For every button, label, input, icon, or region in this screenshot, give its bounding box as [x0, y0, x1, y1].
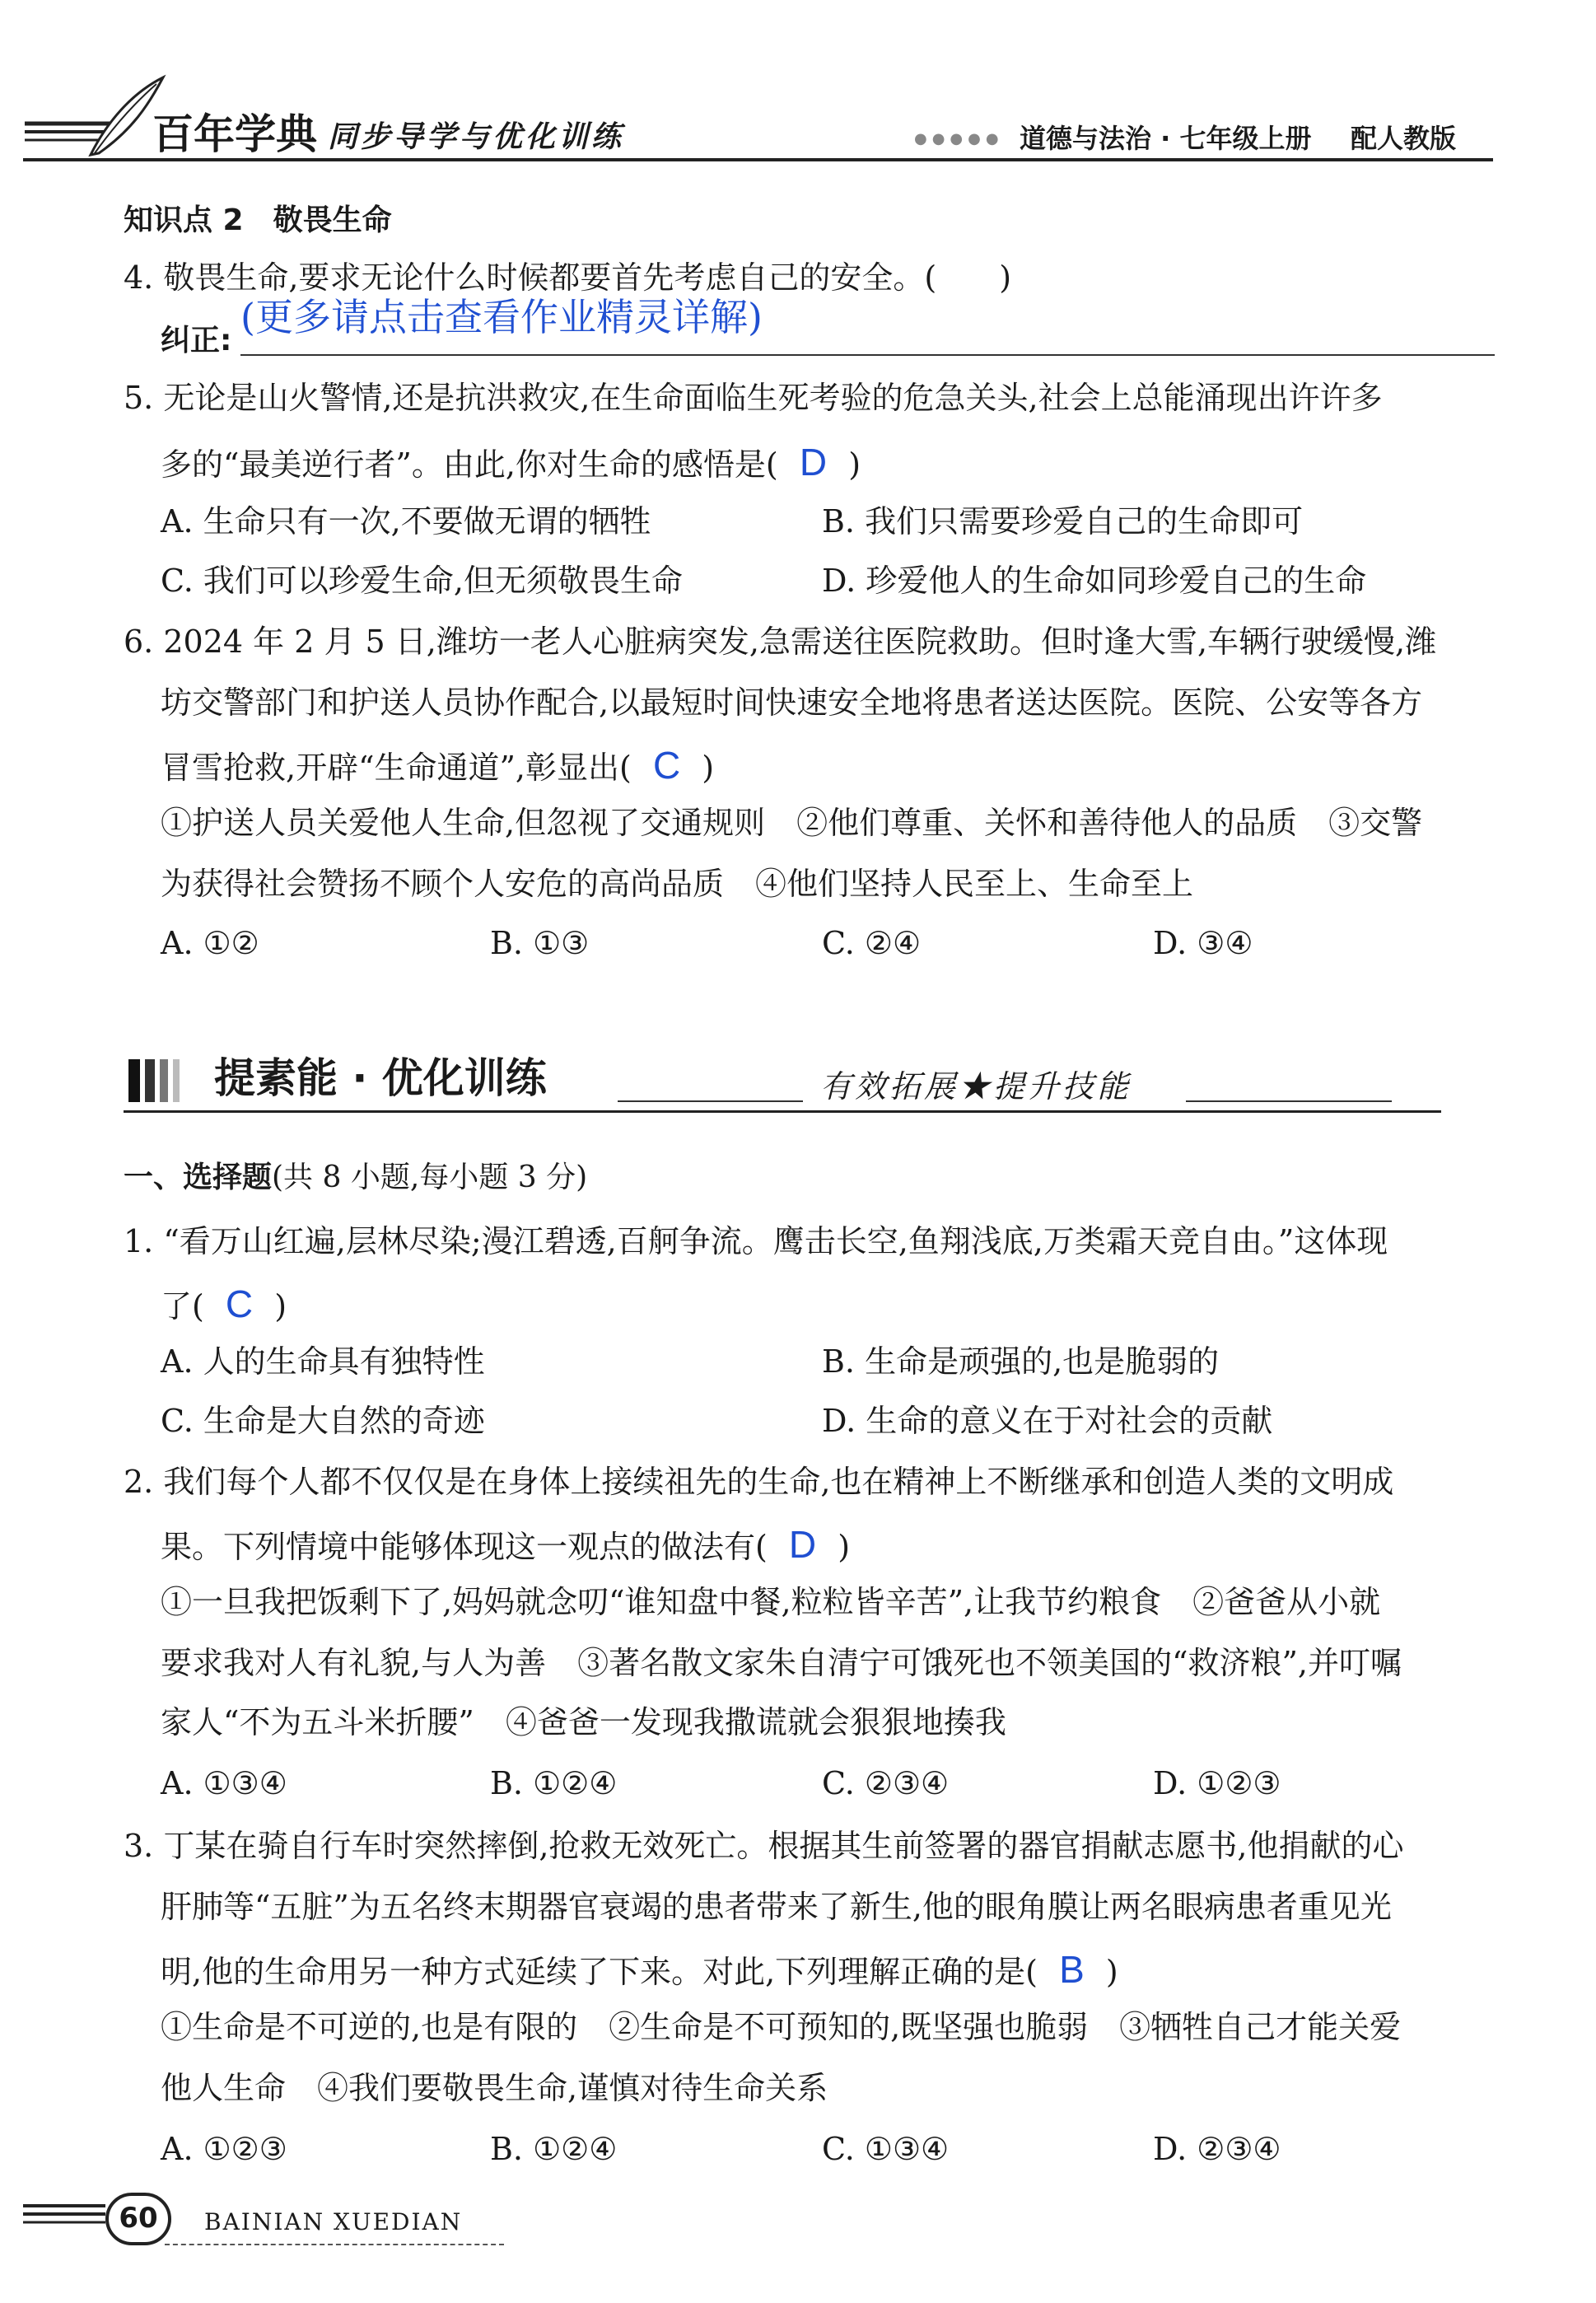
section-heading: 知识点 2 敬畏生命: [124, 203, 392, 237]
quill-logo-icon: [16, 72, 173, 163]
p3-item-line2: 他人生命 ④我们要敬畏生命,谨慎对待生命关系: [161, 2070, 828, 2106]
p1-answer: C: [225, 1282, 254, 1325]
p3-option-b[interactable]: B. ①②④: [490, 2131, 618, 2167]
q4-stem: 4. 敬畏生命,要求无论什么时候都要首先考虑自己的安全。( ): [124, 259, 1012, 296]
p3-stem: 明,他的生命用另一种方式延续了下来。对此,下列理解正确的是(: [161, 1954, 1038, 1990]
q5-option-a[interactable]: A. 生命只有一次,不要做无谓的牺牲: [161, 503, 651, 540]
q5-paren: ): [848, 446, 861, 483]
p3-line3: [161, 1948, 1118, 1991]
p1-line1: 1. “看万山红遍,层林尽染;漫江碧透,百舸争流。鹰击长空,鱼翔浅底,万类霜天竞自由。”这体现: [124, 1223, 1388, 1259]
q6-line3: [161, 744, 715, 787]
p3-answer: B: [1059, 1948, 1085, 1991]
q6-paren: ): [702, 750, 715, 786]
p3-option-c[interactable]: C. ①③④: [822, 2131, 950, 2167]
q6-line2: 坊交警部门和护送人员协作配合,以最短时间快速安全地将患者送达医院。医院、公安等各方: [161, 684, 1423, 721]
part-note: (共 8 小题,每小题 3 分): [272, 1161, 588, 1194]
section-banner: [124, 1054, 1441, 1112]
p2-item-line3: 家人“不为五斗米折腰” ④爸爸一发现我撒谎就会狠狠地揍我: [161, 1704, 1006, 1740]
q6-option-a[interactable]: A. ①②: [161, 925, 259, 961]
header: [0, 0, 1596, 165]
footer: [0, 2175, 1596, 2257]
book-subtitle: 同步导学与优化训练: [328, 119, 625, 154]
p3-paren: ): [1105, 1954, 1118, 1990]
banner-underline: [124, 1110, 1441, 1113]
p2-item-line1: ①一旦我把饭剩下了,妈妈就念叨“谁知盘中餐,粒粒皆辛苦”,让我节约粮食 ②爸爸从小就: [161, 1584, 1381, 1620]
p1-paren: ): [274, 1288, 287, 1324]
q6-item-line2: 为获得社会赞扬不顾个人安危的高尚品质 ④他们坚持人民至上、生命至上: [161, 866, 1194, 902]
p3-item-line1: ①生命是不可逆的,也是有限的 ②生命是不可预知的,既坚强也脆弱 ③牺牲自己才能关爱: [161, 2009, 1402, 2045]
p1-option-b[interactable]: B. 生命是顽强的,也是脆弱的: [822, 1343, 1220, 1380]
p2-item-line2: 要求我对人有礼貌,与人为善 ③著名散文家朱自清宁可饿死也不领美国的“救济粮”,并叮嘱: [161, 1645, 1402, 1681]
p1-option-a[interactable]: A. 人的生命具有独特性: [161, 1343, 485, 1380]
q4-correction-line: [240, 354, 1495, 356]
p2-line1: 2. 我们每个人都不仅仅是在身体上接续祖先的生命,也在精神上不断继承和创造人类的文明成: [124, 1464, 1394, 1500]
q5-line2: [161, 443, 861, 481]
q6-option-b[interactable]: B. ①③: [490, 925, 590, 961]
banner-rule-right: [1186, 1100, 1392, 1102]
q6-answer: C: [652, 744, 681, 787]
p3-line1: 3. 丁某在骑自行车时突然摔倒,抢救无效死亡。根据其生前签署的器官捐献志愿书,他捐献的心: [124, 1828, 1404, 1864]
p3-option-d[interactable]: D. ②③④: [1153, 2131, 1281, 2167]
footer-speed-lines-icon: [23, 2199, 114, 2232]
q4-detail-link[interactable]: (更多请点击查看作业精灵详解): [240, 295, 763, 339]
p1-option-d[interactable]: D. 生命的意义在于对社会的贡献: [822, 1403, 1273, 1439]
q6-item-line1: ①护送人员关爱他人生命,但忽视了交通规则 ②他们尊重、关怀和善待他人的品质 ③交警: [161, 805, 1423, 841]
p2-option-c[interactable]: C. ②③④: [822, 1765, 950, 1801]
banner-rule-left: [618, 1100, 803, 1102]
banner-bars-icon: [128, 1059, 186, 1102]
q4-correction-label: 纠正:: [161, 324, 232, 357]
q6-option-d[interactable]: D. ③④: [1153, 925, 1253, 961]
q6-option-c[interactable]: C. ②④: [822, 925, 922, 961]
banner-slogan: 有效拓展★提升技能: [820, 1068, 1132, 1105]
q6-stem: 冒雪抢救,开辟“生命通道”,彰显出(: [161, 750, 632, 786]
p2-option-d[interactable]: D. ①②③: [1153, 1765, 1281, 1801]
q6-line1: 6. 2024 年 2 月 5 日,潍坊一老人心脏病突发,急需送往医院救助。但时逢大雪,车辆行驶缓慢,潍: [124, 624, 1437, 660]
p1-option-c[interactable]: C. 生命是大自然的奇迹: [161, 1403, 485, 1439]
banner-title: 提素能 · 优化训练: [214, 1054, 547, 1102]
p2-line2: [161, 1523, 851, 1566]
part-title: 一、选择题: [124, 1161, 273, 1194]
header-subject: 道德与法治 · 七年级上册: [1020, 123, 1312, 154]
footer-pinyin: BAINIAN XUEDIAN: [204, 2208, 463, 2235]
p2-option-b[interactable]: B. ①②④: [490, 1765, 618, 1801]
q5-stem: 多的“最美逆行者”。由此,你对生命的感悟是(: [161, 446, 778, 483]
page-number: 60: [119, 2202, 158, 2235]
brand-title: 百年学典: [152, 110, 317, 158]
p2-answer: D: [788, 1523, 817, 1566]
part-heading: [124, 1163, 587, 1193]
header-edition: 配人教版: [1351, 123, 1457, 154]
q5-line1: 5. 无论是山火警情,还是抗洪救灾,在生命面临生死考验的危急关头,社会上总能涌现出许许多: [124, 380, 1383, 416]
p3-line2: 肝肺等“五脏”为五名终末期器官衰竭的患者带来了新生,他的眼角膜让两名眼病患者重见光: [161, 1889, 1392, 1925]
header-dots: ●●●●●: [914, 130, 1004, 147]
q5-option-c[interactable]: C. 我们可以珍爱生命,但无须敬畏生命: [161, 563, 683, 599]
p3-option-a[interactable]: A. ①②③: [161, 2131, 287, 2167]
footer-dashed-rule: [165, 2244, 504, 2245]
p1-stem: 了(: [161, 1288, 204, 1324]
q5-answer: D: [799, 441, 828, 483]
q5-option-d[interactable]: D. 珍爱他人的生命如同珍爱自己的生命: [822, 563, 1367, 599]
header-rule: [23, 158, 1493, 161]
q5-option-b[interactable]: B. 我们只需要珍爱自己的生命即可: [822, 503, 1304, 540]
p1-line2: [161, 1282, 287, 1325]
p2-option-a[interactable]: A. ①③④: [161, 1765, 287, 1801]
p2-paren: ): [838, 1529, 851, 1565]
p2-stem: 果。下列情境中能够体现这一观点的做法有(: [161, 1529, 768, 1565]
